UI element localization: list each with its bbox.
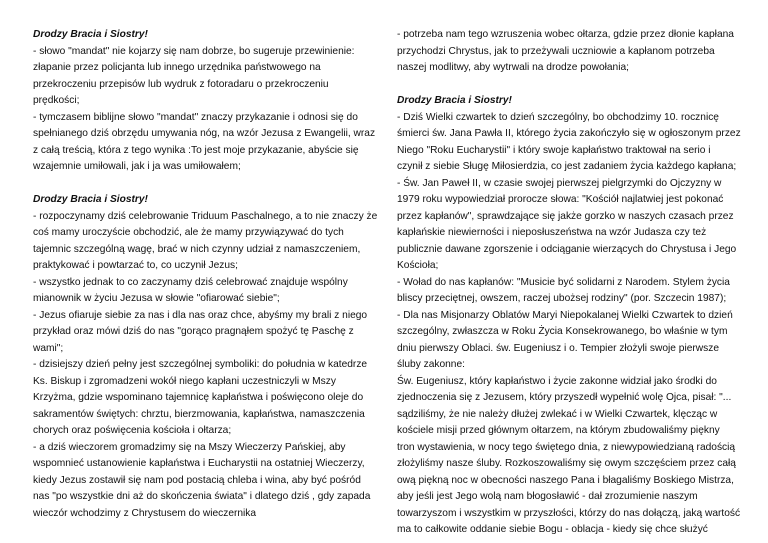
text-line: Kościoła; — [397, 260, 439, 271]
text-line: - Św. Jan Paweł II, w czasie swojej pierwszej pielgrzymki do Ojczyzny w — [397, 177, 722, 189]
text-line: ową piękną noc w obecności naszego Pana i błagaliśmy Boskiego Mistrza, — [397, 474, 734, 486]
text-line: sakramentów świętych: chrztu, bierzmowania, kapłaństwa, namaszczenia — [33, 408, 365, 420]
text-line: towarzyszom i wszystkim w przyszłości, którzy do nas dołączą, jaką wartość — [397, 507, 741, 519]
text-line: Św. Eugeniusz, który kapłaństwo i życie zakonne widział jako środki do — [397, 375, 717, 387]
text-line: wspomnieć ustanowienie kapłaństwa i Eucharystii na ostatniej Wieczerzy, — [33, 458, 365, 469]
text-line: wami"; — [33, 342, 64, 354]
text-line: chorych oraz poświęcenia kościoła i ołtarza; — [33, 425, 232, 436]
text-line: wieczór wchodzimy z Chrystusem do wieczernika — [33, 507, 257, 519]
greeting-heading: Drodzy Bracia i Siostry! — [397, 95, 512, 106]
text-line: Krzyżma, gdzie wspominano tajemnicę kapłaństwa i poświęcono oleje do — [33, 392, 364, 403]
text-line: z całą treścią, która z tego wynika :To jest moje przykazanie, abyście się — [33, 144, 359, 156]
text-line: przykład oraz mówi dziś do nas "gorąco pragnąłem spożyć tę Paschę z — [33, 326, 354, 337]
text-line: Ks. Biskup i zgromadzeni wokół niego kapłani uczestniczyli w Mszy — [33, 375, 336, 387]
text-line: - a dziś wieczorem gromadzimy się na Mszy Wieczerzy Pańskiej, aby — [33, 441, 346, 453]
text-line: tajemnic szczególną wagę, brać w nich czynny udział z namaszczeniem, — [33, 243, 361, 255]
text-line: ma to całkowite oddanie siebie Bogu - oblacja - kiedy się chce służyć — [397, 524, 708, 535]
text-line: - wszystko jednak to co zaczynamy dziś celebrować znajduje wspólny — [33, 276, 348, 288]
text-line: wzajemnie umiłowali, jak i ja was umiłowałem; — [33, 161, 241, 172]
text-line: - rozpoczynamy dziś celebrowanie Triduum Paschalnego, a to nie znaczy że — [33, 210, 378, 222]
text-line: Niego "Roku Eucharystii" i który swoje kapłaństwo traktował na serio i — [397, 144, 711, 156]
text-line: złożyliśmy nasze śluby. Rozkoszowaliśmy się owym szczęściem przez całą — [397, 458, 736, 469]
text-line: - słowo "mandat" nie kojarzy się nam dobrze, bo sugeruje przewinienie: — [33, 45, 355, 57]
paragraph — [397, 93, 742, 539]
text-line: kapłańskie niewierności i nieposłuszeństwa na wzór Judasza czy też — [397, 227, 707, 238]
text-line: - dzisiejszy dzień pełny jest szczególnej symboliki: do południa w katedrze — [33, 359, 368, 370]
greeting-heading: Drodzy Bracia i Siostry! — [33, 194, 148, 205]
text-line: dniu pierwszy Oblaci. św. Eugeniusz i o. Tempier złożyli swoje pierwsze — [397, 342, 719, 354]
text-line: tron wystawienia, w nocy tego świętego dnia, z niewypowiedzianą radością — [397, 441, 736, 453]
text-line: śmierci św. Jana Pawła II, którego życia zakończyło się w ogłoszonym przez — [397, 128, 741, 139]
text-line: - Woład do nas kapłanów: "Musicie być solidarni z Narodem. Stylem życia — [397, 276, 730, 288]
text-line: spełnianego dziś obrzędu umywania nóg, na wzór Jezusa z Ewangelii, wraz — [33, 128, 376, 139]
text-line: coś mamy uroczyście obchodzić, ale że mamy przywiązywać do tych — [33, 227, 344, 238]
text-line: 1979 roku wypowiedział prorocze słowa: "Kościół najlatwiej jest pokonać — [397, 194, 724, 205]
text-line: czynił z siebie Sługę Miłosierdzia, co jest zadaniem życia każdego kapłana; — [397, 161, 737, 172]
paragraph-gap — [33, 176, 373, 193]
text-line: sądziliśmy, że nie należy dłużej zwlekać i w Wielki Czwartek, klęcząc w — [397, 408, 718, 420]
paragraph — [33, 27, 376, 176]
text-line: - tymczasem biblijne słowo "mandat" znaczy przykazanie i odnosi się do — [33, 111, 358, 123]
paragraph — [397, 27, 742, 77]
paragraph-gap — [397, 77, 742, 94]
paragraph — [33, 192, 378, 522]
text-line: nas "po wszystkie dni aż do skończenia świata" i dlatego dziś , gdy zapada — [33, 491, 371, 502]
text-line: złapanie przez policjanta lub innego urzędnika państwowego na — [33, 62, 321, 73]
text-line: zjednoczenia się z Jezusem, który przyszedł wypełnić wolę Ojca, pisał: "... — [397, 392, 732, 403]
text-line: przez kapłanów", sprawdzające się jakże gorzko w naszych czasach przez — [397, 210, 734, 222]
text-line: aby jeśli jest Jego wolą nam błogosławić - dał zrozumienie naszym — [397, 491, 698, 502]
greeting-heading: Drodzy Bracia i Siostry! — [33, 29, 148, 40]
text-line: - Jezus ofiaruje siebie za nas i dla nas oraz chce, abyśmy my brali z niego — [33, 309, 368, 321]
text-line: kościele misji przed głównym ołtarzem, na którym zbudowaliśmy piękny — [397, 425, 720, 436]
text-line: prędkości; — [33, 95, 80, 106]
text-line: przychodzi Chrystus, jak to przeżywali uczniowie a kapłanom potrzeba — [397, 45, 715, 57]
text-line: naszej modlitwy, aby wytrwali na drodze powołania; — [397, 62, 629, 73]
text-line: bliscy przeciętnej, owszem, raczej ubożsej rodziny" (por. Szczecin 1987); — [397, 293, 727, 304]
text-line: kiedy Jezus zostawił się nam pod postacią chleba i wina, aby być pośród — [33, 474, 361, 486]
text-line: - Dziś Wielki czwartek to dzień szczególny, bo obchodzimy 10. rocznicę — [397, 111, 719, 123]
text-line: przekroczeniu przepisów lub wydruk z fotoradaru o przekroczeniu — [33, 78, 329, 90]
text-line: mianownik w życiu Jezusa w słowie "ofiarować siebie"; — [33, 293, 280, 304]
right-column — [397, 27, 742, 539]
text-line: publicznie dawane zgorszenie i odciąganie wierzących do Chrystusa i Jego — [397, 243, 737, 255]
left-column — [33, 27, 378, 522]
text-line: śluby zakonne: — [397, 359, 465, 370]
text-line: szczególny, zwłaszcza w Roku Życia Konsekrowanego, bo właśnie w tym — [397, 326, 728, 337]
text-line: - Dla nas Misjonarzy Oblatów Maryi Niepokalanej Wielki Czwartek to dzień — [397, 309, 733, 321]
text-line: praktykować i powtarzać to, co uczynił Jezus; — [33, 260, 238, 271]
text-line: - potrzeba nam tego wzruszenia wobec ołtarza, gdzie przez dłonie kapłana — [397, 29, 734, 40]
